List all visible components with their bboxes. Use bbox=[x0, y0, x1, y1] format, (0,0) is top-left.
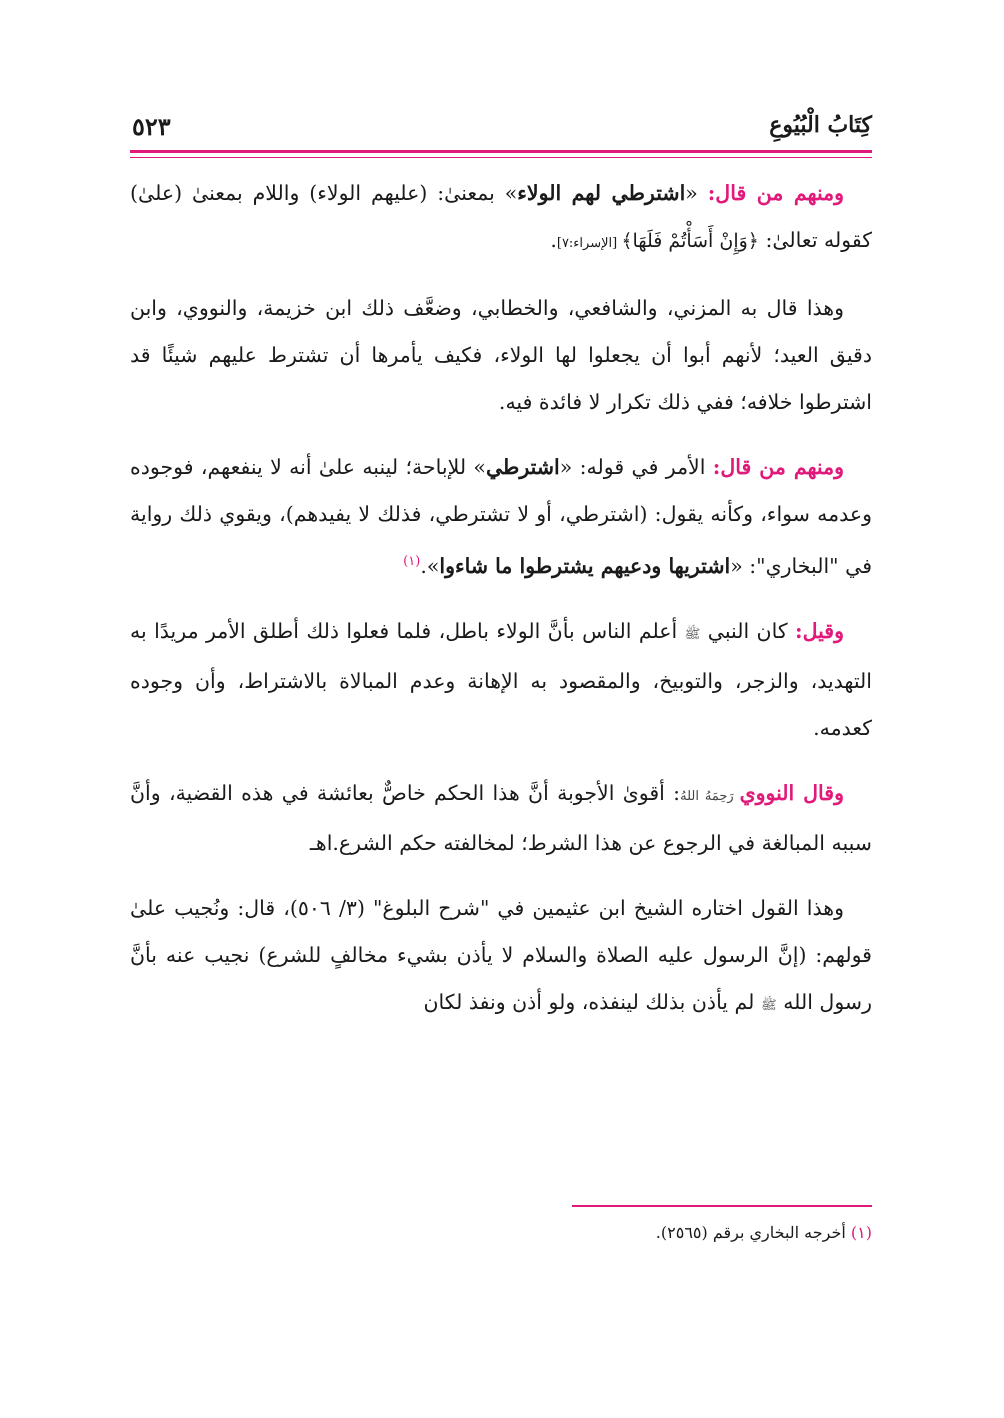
hadith-quote: اشترطي لهم الولاء bbox=[517, 181, 686, 205]
honorific: رَحِمَهُ اللهُ bbox=[680, 788, 740, 804]
header-rule-thin bbox=[130, 157, 872, 158]
body-text bbox=[130, 170, 872, 1029]
header-rule-thick bbox=[130, 150, 872, 153]
paragraph: وقال النووي رَحِمَهُ اللهُ: أقوىٰ الأجوبة أنَّ هذا الحكم خاصٌّ بعائشة في هذه القضية، وأنَّ سببه المبالغة في الرجوع عن هذا الشرط؛ لمخالفته حكم الشرع.اهـ bbox=[130, 780, 872, 855]
running-header bbox=[130, 108, 872, 150]
footnote-number: (١) bbox=[850, 1223, 872, 1242]
verse-reference: [الإسراء:٧] bbox=[556, 236, 622, 251]
honorific: ﷺ bbox=[760, 997, 777, 1013]
footnote-text: أخرجه البخاري برقم (٢٥٦٥). bbox=[655, 1223, 851, 1242]
paragraph: ومنهم من قال: الأمر في قوله: «اشترطي» للإباحة؛ لينبه علىٰ أنه لا ينفعهم، فوجوده وعدمه سواء، وكأنه يقول: (اشترطي، أو لا تشترطي، فذلك لا يفيدهم)، ويقوي ذلك رواية في "البخاري": «اشتريها ودعيهم يشترطوا ما شاءوا».$^{(١)}$ bbox=[130, 455, 872, 578]
paragraph: وقيل: كان النبي ﷺ أعلم الناس بأنَّ الولاء باطل، فلما فعلوا ذلك أطلق الأمر مريدًا به التهديد، والزجر، والتوبيخ، والمقصود به الإهانة وعدم المبالاة بالاشتراط، وأن وجوده كعدمه. bbox=[130, 618, 872, 740]
footnote-rule bbox=[572, 1205, 872, 1207]
paragraph-lead: ومنهم من قال: bbox=[707, 181, 845, 205]
book-title: كِتَابُ الْبُيُوعِ bbox=[769, 112, 872, 138]
paragraph: وهذا قال به المزني، والشافعي، والخطابي، وضعَّف ذلك ابن خزيمة، والنووي، وابن دقيق العيد؛ لأنهم أبوا أن يجعلوا لها الولاء، فكيف يأمرها أن تشترط عليهم شيئًا قد اشترطوا خلافه؛ ففي ذلك تكرار لا فائدة فيه. bbox=[130, 296, 872, 414]
paragraph-lead: وقيل: bbox=[795, 618, 844, 643]
footnote-marker: (١) bbox=[403, 554, 421, 569]
honorific: ﷺ bbox=[684, 626, 701, 642]
paragraph-lead: ومنهم من قال: bbox=[712, 455, 844, 479]
paragraph-lead: وقال النووي bbox=[739, 780, 845, 805]
paragraph: ومنهم من قال: «اشترطي لهم الولاء» بمعنىٰ: (عليهم الولاء) واللام بمعنىٰ (علىٰ) كقوله تعالىٰ: ﴿وَإِنْ أَسَأْتُمْ فَلَهَا﴾ [الإسراء:٧]. bbox=[130, 181, 872, 252]
footnote bbox=[656, 1221, 872, 1245]
quran-verse: ﴿وَإِنْ أَسَأْتُمْ فَلَهَا﴾ bbox=[621, 230, 759, 252]
page-number: ٥٢٣ bbox=[132, 112, 171, 141]
hadith-quote: اشترطي bbox=[485, 455, 560, 479]
paragraph: وهذا القول اختاره الشيخ ابن عثيمين في "شرح البلوغ" (٣/ ٥٠٦)، قال: ونُجيب علىٰ قولهم: (إنَّ الرسول عليه الصلاة والسلام لا يأذن بشيء مخالفٍ للشرع) نجيب عنه بأنَّ رسول الله ﷺ لم يأذن بذلك لينفذه، ولو أذن ونفذ لكان bbox=[130, 895, 872, 1014]
page bbox=[130, 108, 872, 1242]
hadith-quote: اشتريها ودعيهم يشترطوا ما شاءوا bbox=[439, 553, 731, 578]
